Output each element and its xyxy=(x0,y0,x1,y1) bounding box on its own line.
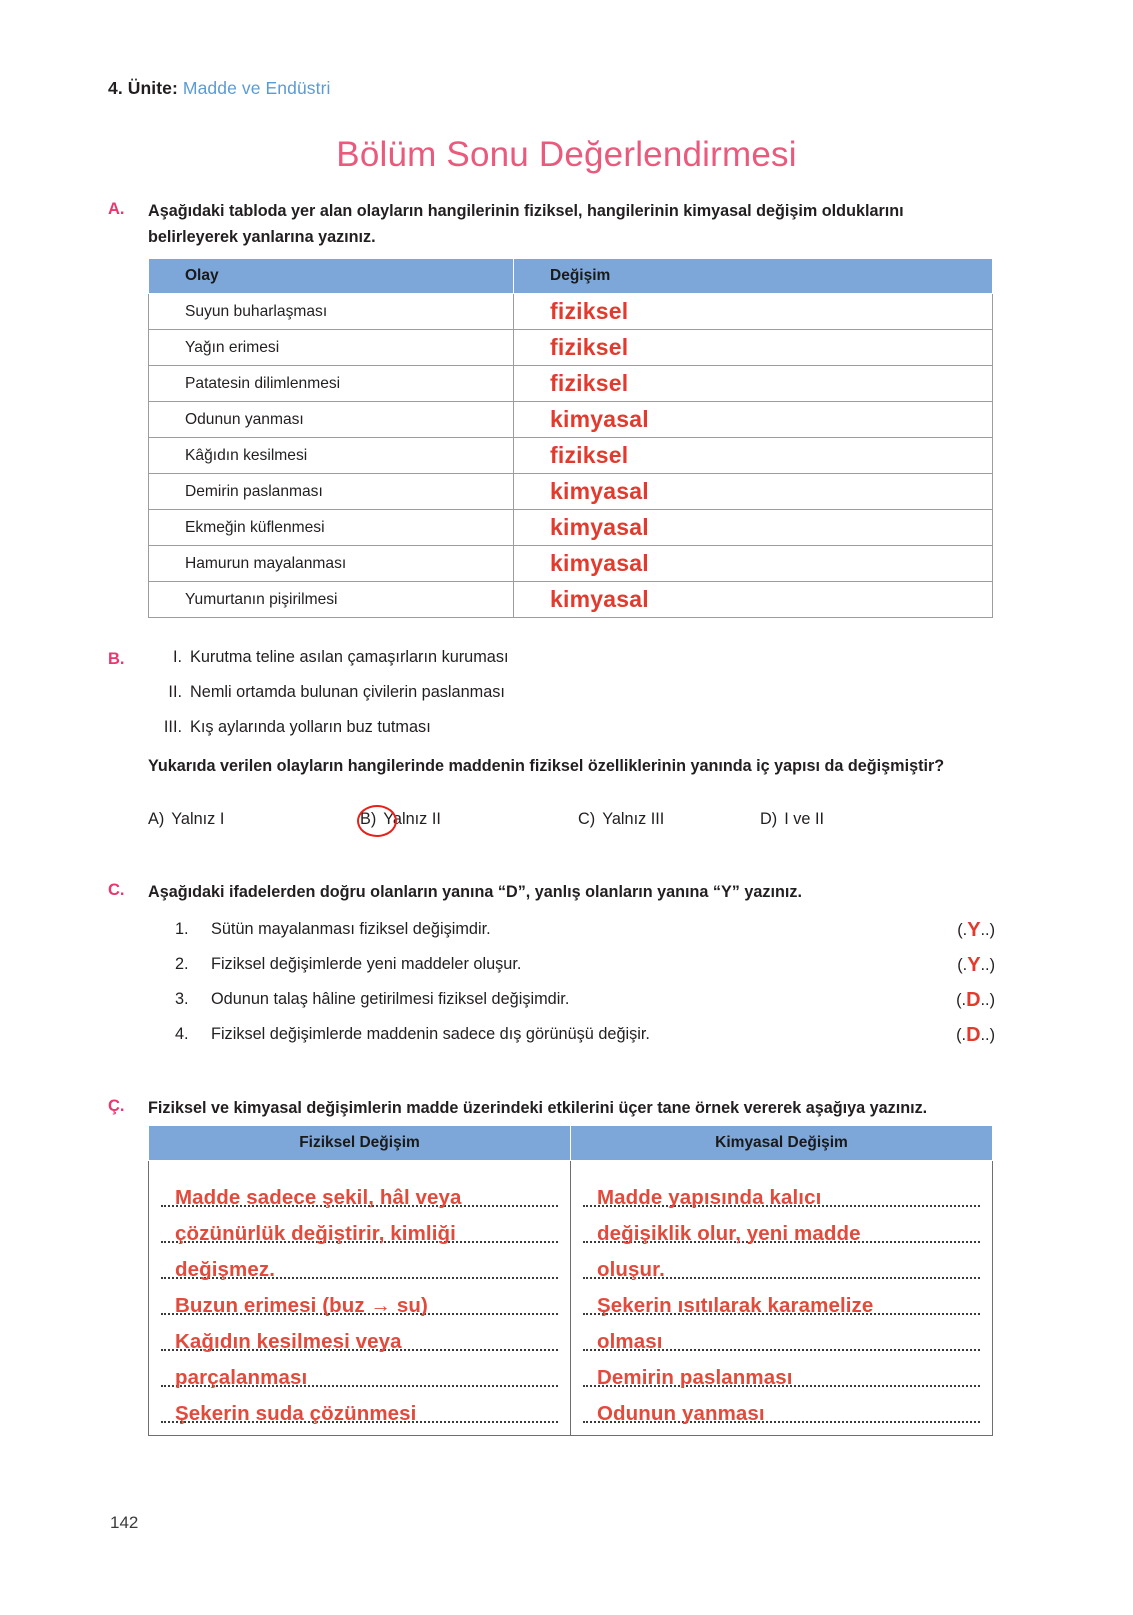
handwritten-text: parçalanması xyxy=(175,1366,308,1389)
writing-line[interactable] xyxy=(161,1279,558,1315)
list-item-number: 2. xyxy=(175,955,189,973)
table-degisim xyxy=(148,258,993,618)
table-row xyxy=(149,366,993,402)
table-row xyxy=(149,474,993,510)
handwritten-answer: fiziksel xyxy=(550,334,629,360)
list-item-number: 4. xyxy=(175,1025,189,1043)
table-row xyxy=(149,402,993,438)
list-item xyxy=(175,982,995,1017)
cell-fiziksel-answers[interactable] xyxy=(149,1161,571,1436)
column-header-olay: Olay xyxy=(149,259,514,294)
option-label: Yalnız III xyxy=(602,810,665,828)
list-item xyxy=(148,710,993,745)
answer-blank[interactable]: (.D..) xyxy=(956,1024,995,1046)
cell-degisim-answer[interactable] xyxy=(514,330,993,366)
option-label: Yalnız I xyxy=(171,810,225,828)
cell-olay: Suyun buharlaşması xyxy=(149,294,514,330)
unit-breadcrumb xyxy=(108,78,331,99)
writing-line[interactable] xyxy=(583,1351,980,1387)
section-c-letter: C. xyxy=(108,881,125,899)
handwritten-answer: fiziksel xyxy=(550,370,629,396)
handwritten-text: değişiklik olur, yeni madde xyxy=(597,1222,861,1245)
section-c-item-list xyxy=(175,912,995,1052)
cell-degisim-answer[interactable] xyxy=(514,438,993,474)
list-item-label: Fiziksel değişimlerde yeni maddeler oluşur. xyxy=(211,955,522,973)
handwritten-answer: kimyasal xyxy=(550,514,649,540)
table-row xyxy=(149,582,993,618)
table-row xyxy=(149,546,993,582)
cell-olay: Demirin paslanması xyxy=(149,474,514,510)
handwritten-answer: Y xyxy=(967,919,981,941)
list-item-label: Odunun talaş hâline getirilmesi fiziksel değişimdir. xyxy=(211,990,570,1008)
cell-olay: Odunun yanması xyxy=(149,402,514,438)
cell-degisim-answer[interactable] xyxy=(514,510,993,546)
table-fiziksel-kimyasal xyxy=(148,1125,993,1436)
handwritten-text: Madde yapısında kalıcı xyxy=(597,1186,822,1209)
column-header-fiziksel-degisim: Fiziksel Değişim xyxy=(149,1126,571,1161)
cell-olay: Yağın erimesi xyxy=(149,330,514,366)
section-cc-prompt: Fiziksel ve kimyasal değişimlerin madde üzerindeki etkilerini üçer tane örnek vererek aşağıya yazınız. xyxy=(148,1099,928,1117)
writing-line[interactable] xyxy=(161,1171,558,1207)
option-c[interactable] xyxy=(578,810,664,829)
option-letter: D) xyxy=(760,810,778,828)
handwritten-answer: Y xyxy=(967,954,981,976)
page-title: Bölüm Sonu Değerlendirmesi xyxy=(336,135,797,174)
column-header-degisim: Değişim xyxy=(514,259,993,294)
list-item-label: Fiziksel değişimlerde maddenin sadece dış görünüşü değişir. xyxy=(211,1025,650,1043)
handwritten-answer: kimyasal xyxy=(550,550,649,576)
cell-olay: Yumurtanın pişirilmesi xyxy=(149,582,514,618)
cell-degisim-answer[interactable] xyxy=(514,402,993,438)
handwritten-text: Buzun erimesi (buz → su) xyxy=(175,1294,428,1317)
handwritten-text: Şekerin ısıtılarak karamelize xyxy=(597,1294,874,1317)
list-item xyxy=(175,947,995,982)
list-item xyxy=(148,640,993,675)
table-row xyxy=(149,510,993,546)
option-label: Yalnız II xyxy=(383,810,441,828)
handwritten-answer: fiziksel xyxy=(550,442,629,468)
option-label: I ve II xyxy=(784,810,825,828)
list-item xyxy=(175,912,995,947)
section-cc-letter: Ç. xyxy=(108,1097,125,1115)
answer-blank[interactable]: (.Y..) xyxy=(957,919,995,941)
section-c-prompt: Aşağıdaki ifadelerden doğru olanların yanına “D”, yanlış olanların yanına “Y” yazınız. xyxy=(148,883,802,901)
writing-line[interactable] xyxy=(583,1387,980,1423)
unit-name: Madde ve Endüstri xyxy=(182,78,331,98)
section-b-item-list xyxy=(148,640,993,745)
handwritten-text: Şekerin suda çözünmesi xyxy=(175,1402,417,1425)
list-item-label: Kış aylarında yolların buz tutması xyxy=(190,718,431,736)
answer-blank[interactable]: (.Y..) xyxy=(957,954,995,976)
writing-line[interactable] xyxy=(583,1279,980,1315)
option-d[interactable] xyxy=(760,810,824,829)
cell-kimyasal-answers[interactable] xyxy=(571,1161,993,1436)
table-header-row xyxy=(149,1126,993,1161)
option-a[interactable] xyxy=(148,810,224,829)
writing-line[interactable] xyxy=(583,1315,980,1351)
handwritten-text: Demirin paslanması xyxy=(597,1366,793,1389)
selected-option-circle-mark xyxy=(357,805,397,837)
handwritten-answer: kimyasal xyxy=(550,478,649,504)
list-item-label: Kurutma teline asılan çamaşırların kuruması xyxy=(190,648,509,666)
writing-line[interactable] xyxy=(583,1171,980,1207)
writing-line[interactable] xyxy=(161,1315,558,1351)
handwritten-answer: kimyasal xyxy=(550,586,649,612)
section-a-letter: A. xyxy=(108,200,125,218)
table-row xyxy=(149,1161,993,1436)
cell-degisim-answer[interactable] xyxy=(514,546,993,582)
list-item-number: 1. xyxy=(175,920,189,938)
handwritten-answer: D xyxy=(966,1024,981,1046)
option-letter: B) xyxy=(360,810,377,828)
handwritten-answer: D xyxy=(966,989,981,1011)
table-header-row xyxy=(149,259,993,294)
list-item-numeral: II. xyxy=(168,683,182,701)
cell-degisim-answer[interactable] xyxy=(514,294,993,330)
unit-number: 4. Ünite: xyxy=(108,78,178,98)
cell-degisim-answer[interactable] xyxy=(514,582,993,618)
option-letter: A) xyxy=(148,810,165,828)
writing-line[interactable] xyxy=(161,1207,558,1243)
writing-line[interactable] xyxy=(161,1351,558,1387)
table-row xyxy=(149,438,993,474)
list-item-numeral: I. xyxy=(172,648,182,666)
section-a-prompt: Aşağıdaki tabloda yer alan olayların hangilerinin fiziksel, hangilerinin kimyasal değişim olduklarını belirleyerek yanlarına yazınız. xyxy=(148,202,904,246)
handwritten-answer: fiziksel xyxy=(550,298,629,324)
cell-olay: Patatesin dilimlenmesi xyxy=(149,366,514,402)
handwritten-text: Kağıdın kesilmesi veya xyxy=(175,1330,402,1353)
writing-line[interactable] xyxy=(161,1387,558,1423)
handwritten-text: değişmez. xyxy=(175,1258,276,1281)
list-item-label: Sütün mayalanması fiziksel değişimdir. xyxy=(211,920,491,938)
list-item-label: Nemli ortamda bulunan çivilerin paslanması xyxy=(190,683,505,701)
writing-line[interactable] xyxy=(583,1243,980,1279)
page-number: 142 xyxy=(110,1513,139,1532)
cell-olay: Kâğıdın kesilmesi xyxy=(149,438,514,474)
table-row xyxy=(149,330,993,366)
list-item-number: 3. xyxy=(175,990,189,1008)
handwritten-text: Madde sadece şekil, hâl veya xyxy=(175,1186,462,1209)
section-b-options xyxy=(148,810,998,840)
table-row xyxy=(149,294,993,330)
writing-line[interactable] xyxy=(161,1243,558,1279)
cell-olay: Ekmeğin küflenmesi xyxy=(149,510,514,546)
section-b-letter: B. xyxy=(108,650,125,668)
list-item xyxy=(148,675,993,710)
list-item-numeral: III. xyxy=(163,718,182,736)
cell-degisim-answer[interactable] xyxy=(514,366,993,402)
handwritten-text: oluşur. xyxy=(597,1258,665,1281)
cell-olay: Hamurun mayalanması xyxy=(149,546,514,582)
list-item xyxy=(175,1017,995,1052)
handwritten-text: Odunun yanması xyxy=(597,1402,765,1425)
answer-blank[interactable]: (.D..) xyxy=(956,989,995,1011)
section-b-question: Yukarıda verilen olayların hangilerinde maddenin fiziksel özelliklerinin yanında iç yapısı da değişmiştir? xyxy=(148,757,945,775)
handwritten-text: olması xyxy=(597,1330,663,1353)
handwritten-answer: kimyasal xyxy=(550,406,649,432)
handwritten-text: çözünürlük değiştirir, kimliği xyxy=(175,1222,456,1245)
column-header-kimyasal-degisim: Kimyasal Değişim xyxy=(571,1126,993,1161)
option-letter: C) xyxy=(578,810,596,828)
writing-line[interactable] xyxy=(583,1207,980,1243)
cell-degisim-answer[interactable] xyxy=(514,474,993,510)
